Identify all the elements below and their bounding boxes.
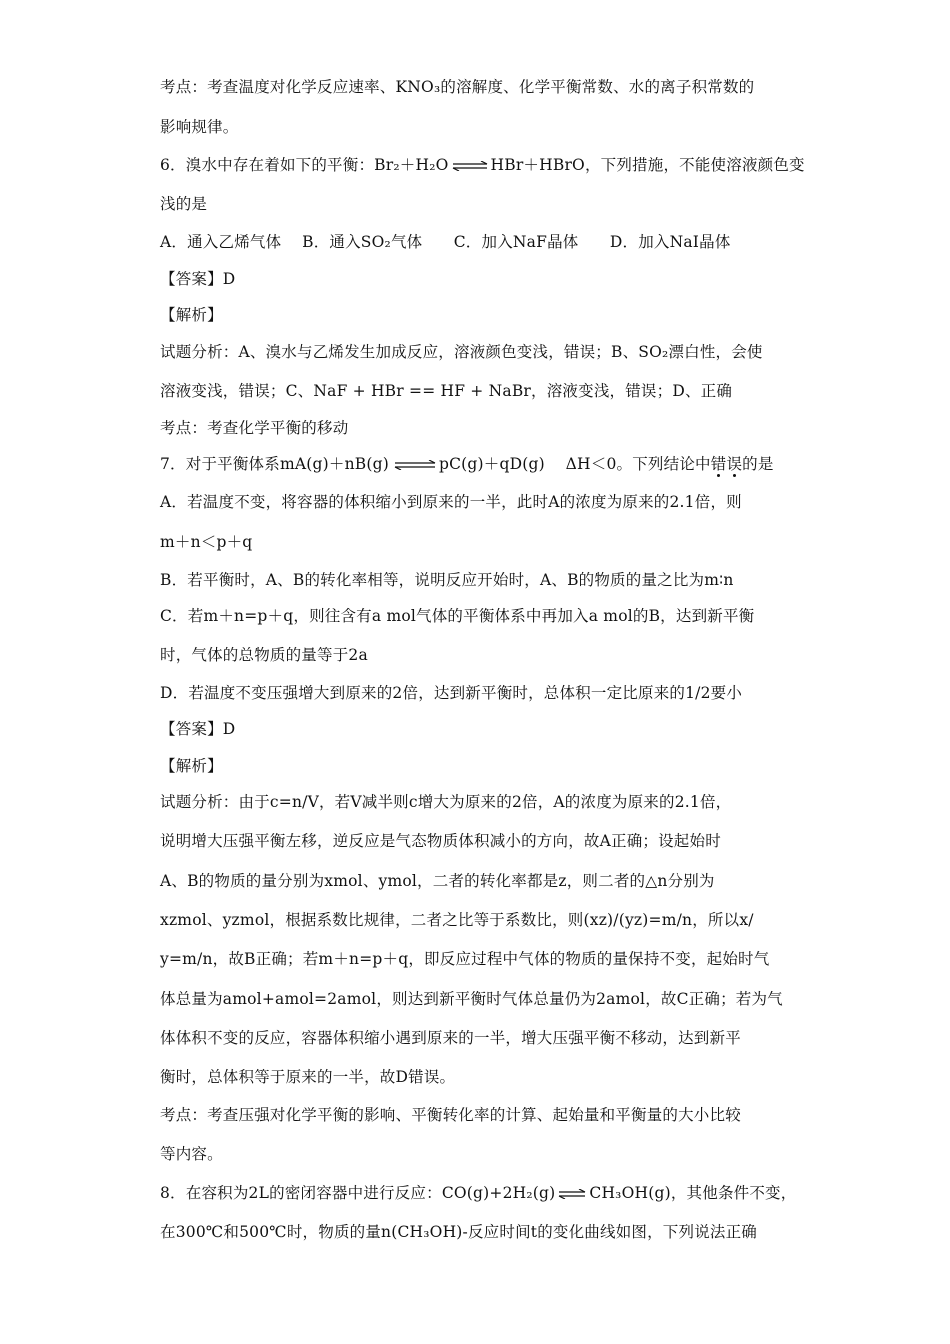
- option-c: C．若m＋n=p＋q，则往含有a mol气体的平衡体系中再加入a mol的B，达到新平衡: [160, 607, 755, 625]
- equilibrium-arrow-icon: [451, 161, 489, 171]
- analysis-text: 试题分析：由于c=n/V，若V减半则c增大为原来的2倍，A的浓度为原来的2.1倍，: [160, 793, 732, 811]
- question-text: pC(g)＋qD(g) ΔH＜0。下列结论中: [438, 455, 711, 473]
- option-b: B．若平衡时，A、B的转化率相等，说明反应开始时，A、B的物质的量之比为m∶n: [160, 571, 734, 589]
- answer-label: 【答案】D: [160, 720, 236, 738]
- question-options: A．通入乙烯气体 B．通入SO₂气体 C．加入NaF晶体 D．加入NaI晶体: [160, 233, 731, 251]
- analysis-text: 试题分析：A、溴水与乙烯发生加成反应，溶液颜色变浅，错误；B、SO₂漂白性，会使: [160, 343, 763, 361]
- analysis-text: 体总量为amol+amol=2amol，则达到新平衡时气体总量仍为2amol，故C正确；若为气: [160, 990, 783, 1008]
- equilibrium-arrow-icon: [557, 1189, 587, 1199]
- text-line: 在300℃和500℃时，物质的量n(CH₃OH)-反应时间t的变化曲线如图，下列说法正确: [160, 1223, 758, 1241]
- text-line: 考点：考查温度对化学反应速率、KNO₃的溶解度、化学平衡常数、水的离子积常数的: [160, 78, 755, 96]
- analysis-text: 体体积不变的反应，容器体积缩小遇到原来的一半，增大压强平衡不移动，达到新平: [160, 1029, 741, 1047]
- question-text: CH₃OH(g)，其他条件不变，: [589, 1184, 797, 1202]
- equilibrium-arrow-icon: [391, 460, 437, 470]
- question-text: 6．溴水中存在着如下的平衡：Br₂＋H₂O: [160, 156, 449, 174]
- knowledge-point: 考点：考查压强对化学平衡的影响、平衡转化率的计算、起始量和平衡量的大小比较: [160, 1106, 741, 1124]
- analysis-text: y=m/n，故B正确；若m＋n=p＋q，即反应过程中气体的物质的量保持不变，起始时气: [160, 950, 770, 968]
- option-d: D．若温度不变压强增大到原来的2倍，达到新平衡时，总体积一定比原来的1/2要小: [160, 684, 743, 702]
- analysis-label: 【解析】: [160, 757, 223, 775]
- analysis-text: 溶液变浅，错误；C、NaF + HBr == HF + NaBr，溶液变浅，错误；D、正确: [160, 382, 733, 400]
- question-text: 的是: [742, 455, 774, 473]
- option-a-cont: m＋n＜p＋q: [160, 533, 253, 551]
- analysis-text: A、B的物质的量分别为xmol、ymol，二者的转化率都是z，则二者的△n分别为: [160, 872, 715, 890]
- option-a: A．若温度不变，将容器的体积缩小到原来的一半，此时A的浓度为原来的2.1倍，则: [160, 493, 742, 511]
- text-line: 影响规律。: [160, 118, 239, 136]
- analysis-text: 衡时，总体积等于原来的一半，故D错误。: [160, 1068, 456, 1086]
- question-text: HBr＋HBrO，下列措施，不能使溶液颜色变: [490, 156, 805, 174]
- emphasis-char: 误: [726, 455, 743, 473]
- knowledge-point: 考点：考查化学平衡的移动: [160, 419, 349, 437]
- analysis-text: 说明增大压强平衡左移，逆反应是气态物质体积减小的方向，故A正确；设起始时: [160, 832, 721, 850]
- question-7: [160, 453, 800, 475]
- option-c-cont: 时，气体的总物质的量等于2a: [160, 646, 368, 664]
- answer-label: 【答案】D: [160, 270, 236, 288]
- analysis-text: xzmol、yzmol，根据系数比规律，二者之比等于系数比，则(xz)/(yz)=m/n，所以x/: [160, 911, 754, 929]
- emphasis-char: 错: [710, 455, 727, 473]
- text-line: 浅的是: [160, 195, 208, 213]
- analysis-label: 【解析】: [160, 306, 223, 324]
- knowledge-point-cont: 等内容。: [160, 1145, 223, 1163]
- question-text: 7．对于平衡体系mA(g)＋nB(g): [160, 455, 389, 473]
- question-text: 8．在容积为2L的密闭容器中进行反应：CO(g)+2H₂(g): [160, 1184, 556, 1202]
- question-8: [160, 1182, 800, 1204]
- question-6: [160, 154, 805, 176]
